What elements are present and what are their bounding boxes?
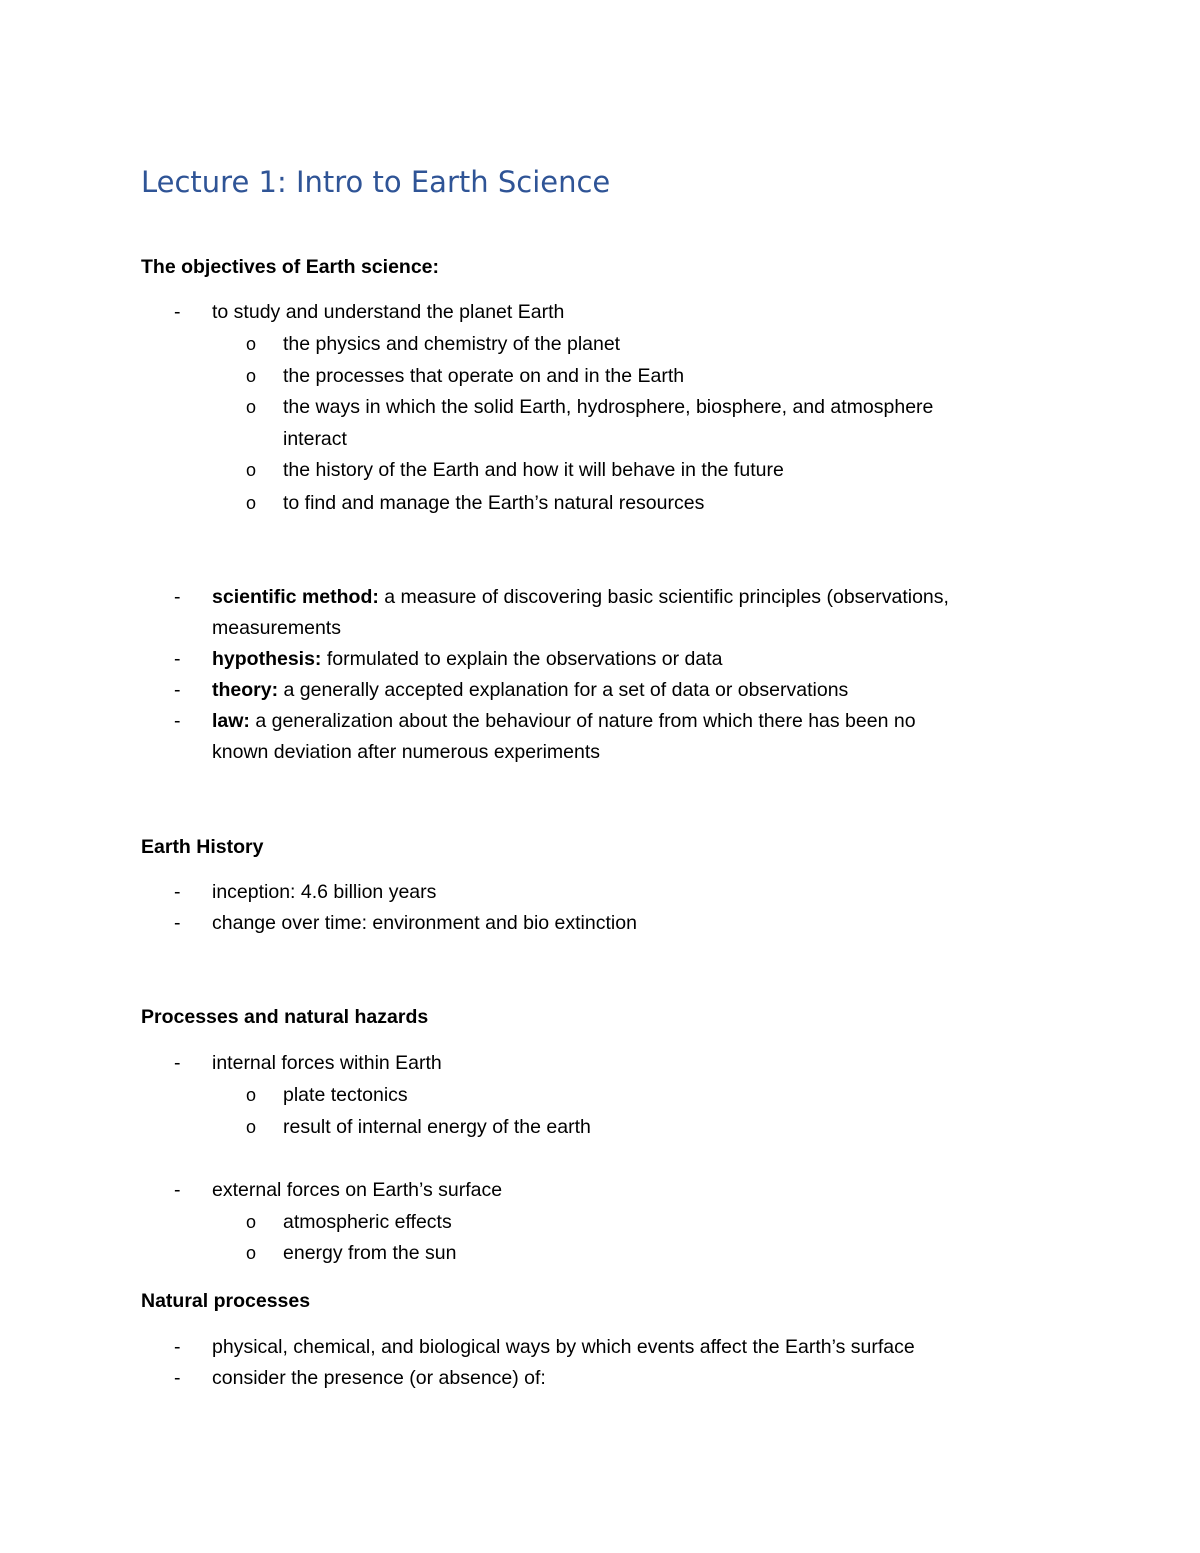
bullet-marker: - xyxy=(174,1179,181,1201)
section-heading-hazards: Processes and natural hazards xyxy=(141,1006,429,1028)
bullet-marker: - xyxy=(174,1052,181,1074)
sub-bullet-marker: o xyxy=(246,334,257,354)
bullet-marker: - xyxy=(174,301,181,323)
list-item: internal forces within Earth xyxy=(212,1052,442,1074)
sub-list-item: the history of the Earth and how it will behave in the future xyxy=(283,459,784,481)
sub-bullet-marker: o xyxy=(246,397,257,417)
sub-list-item: energy from the sun xyxy=(283,1242,457,1264)
list-item: consider the presence (or absence) of: xyxy=(212,1367,546,1389)
bullet-marker: - xyxy=(174,586,181,608)
sub-bullet-marker: o xyxy=(246,1117,257,1137)
definition-term: scientific method: xyxy=(212,586,379,608)
definition-hypothesis xyxy=(212,644,723,675)
section-heading-earth-history: Earth History xyxy=(141,836,264,858)
definition-text: a measure of discovering basic scientific principles (observations, xyxy=(378,586,949,608)
sub-list-item: result of internal energy of the earth xyxy=(283,1116,591,1138)
sub-bullet-marker: o xyxy=(246,1085,257,1105)
sub-bullet-marker: o xyxy=(246,1243,257,1263)
page-title: Lecture 1: Intro to Earth Science xyxy=(141,165,611,199)
sub-list-item: to find and manage the Earth’s natural resources xyxy=(283,492,705,514)
sub-list-item: the processes that operate on and in the Earth xyxy=(283,365,685,387)
sub-list-item: plate tectonics xyxy=(283,1084,408,1106)
section-heading-natural-processes: Natural processes xyxy=(141,1290,311,1312)
bullet-marker: - xyxy=(174,710,181,732)
bullet-marker: - xyxy=(174,912,181,934)
list-item: physical, chemical, and biological ways by which events affect the Earth’s surface xyxy=(212,1336,915,1358)
bullet-marker: - xyxy=(174,1367,181,1389)
definition-term: theory: xyxy=(212,679,279,701)
definition-law xyxy=(212,706,916,737)
list-item: inception: 4.6 billion years xyxy=(212,881,437,903)
sub-list-item: the ways in which the solid Earth, hydrosphere, biosphere, and atmosphere xyxy=(283,396,934,418)
definition-theory xyxy=(212,675,848,706)
definition-continuation: measurements xyxy=(212,617,341,639)
list-item: to study and understand the planet Earth xyxy=(212,301,565,323)
list-item: external forces on Earth’s surface xyxy=(212,1179,503,1201)
definition-scientific-method xyxy=(212,582,949,613)
sub-list-item: atmospheric effects xyxy=(283,1211,452,1233)
definition-continuation: known deviation after numerous experiments xyxy=(212,741,601,763)
sub-bullet-marker: o xyxy=(246,493,257,513)
definition-text: a generally accepted explanation for a set of data or observations xyxy=(278,679,849,701)
sub-bullet-marker: o xyxy=(246,366,257,386)
bullet-marker: - xyxy=(174,1336,181,1358)
bullet-marker: - xyxy=(174,648,181,670)
bullet-marker: - xyxy=(174,881,181,903)
definition-term: law: xyxy=(212,710,250,732)
definition-term: hypothesis: xyxy=(212,648,322,670)
section-heading-objectives: The objectives of Earth science: xyxy=(141,256,440,278)
bullet-marker: - xyxy=(174,679,181,701)
sub-bullet-marker: o xyxy=(246,460,257,480)
list-item: change over time: environment and bio extinction xyxy=(212,912,637,934)
definition-text: formulated to explain the observations or data xyxy=(321,648,723,670)
sub-list-item-continuation: interact xyxy=(283,428,347,450)
sub-list-item: the physics and chemistry of the planet xyxy=(283,333,621,355)
sub-bullet-marker: o xyxy=(246,1212,257,1232)
definition-text: a generalization about the behaviour of nature from which there has been no xyxy=(249,710,916,732)
